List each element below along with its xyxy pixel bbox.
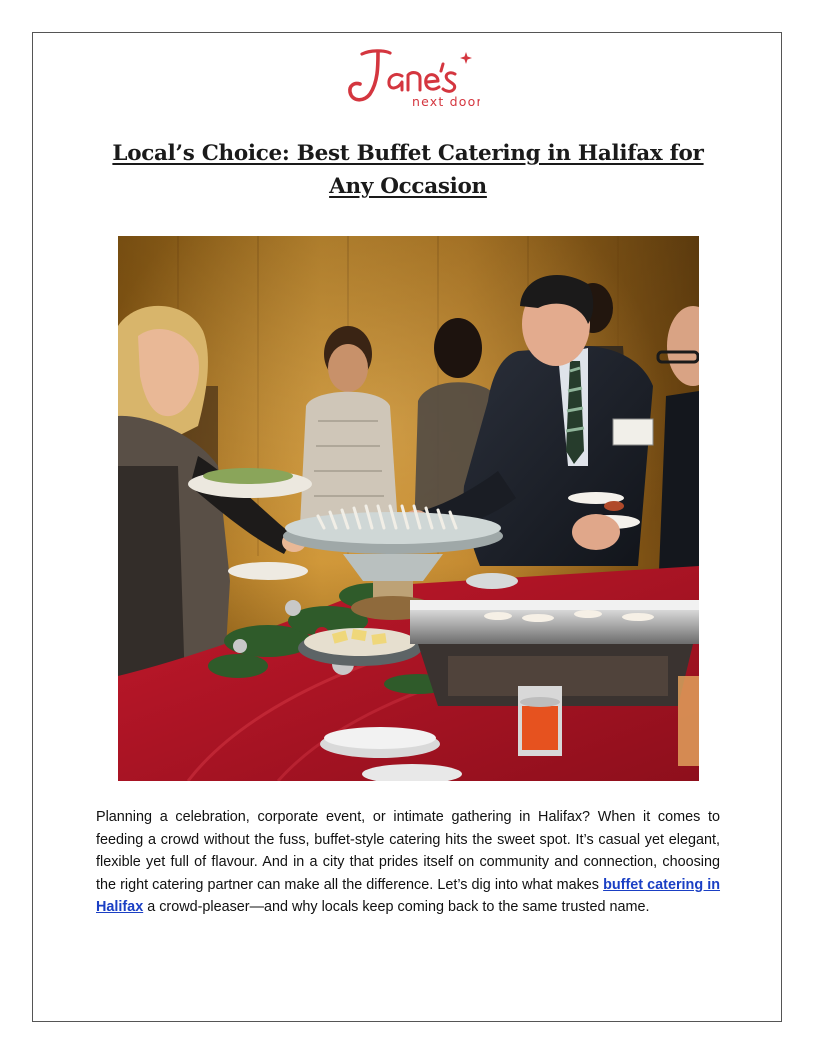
page-title: Local’s Choice: Best Buffet Catering in Halifax for Any Occasion (112, 141, 704, 199)
intro-text-before-link: Planning a celebration, corporate event, or intimate gathering in Halifax? When it comes to feeding a crowd without the fuss, buffet-style catering hits the sweet spot. It’s casual yet elegant, flexible yet full of flavour. And in a city that prides itself on community and connection, choosing the right catering partner can make all the difference. Let’s dig into what makes (96, 809, 720, 893)
logo-brand-text: Jane's (340, 44, 343, 45)
buffet-catering-halifax-link[interactable]: buffet catering in Halifax (96, 876, 721, 915)
logo-tagline: next door (412, 94, 480, 109)
janes-next-door-logo (340, 44, 480, 110)
buffet-catering-photo (118, 236, 699, 781)
intro-paragraph (96, 806, 720, 919)
intro-text-after-link: a crowd-pleaser—and why locals keep coming back to the same trusted name. (143, 899, 650, 915)
